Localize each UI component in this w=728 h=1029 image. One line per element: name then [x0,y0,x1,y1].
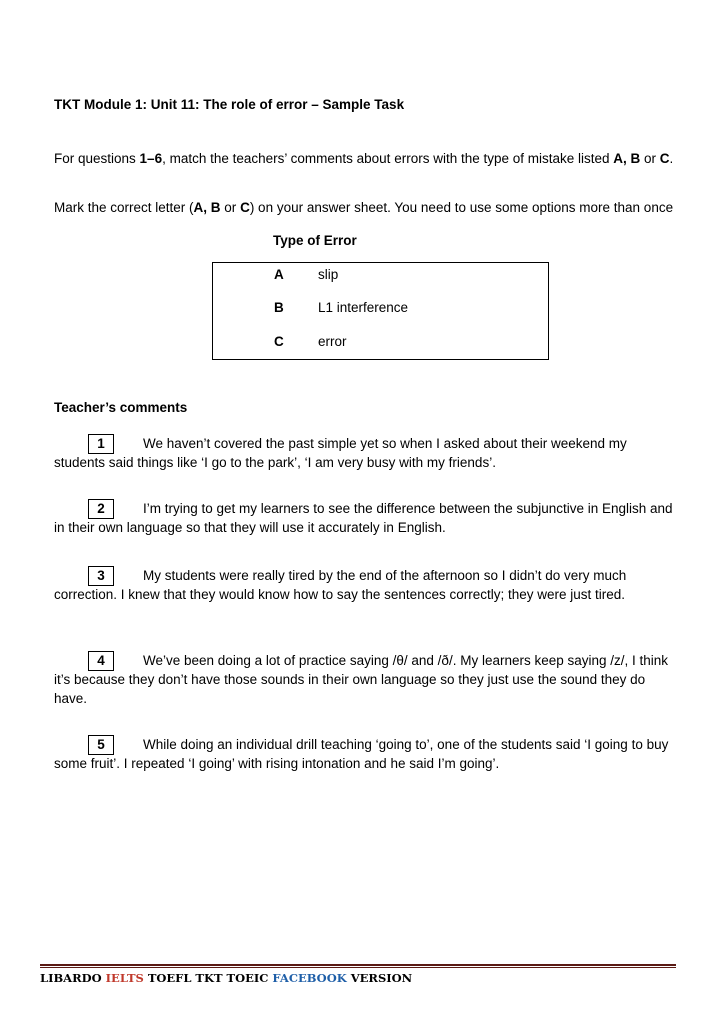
instruction-text: or [220,200,241,215]
instruction-text: , match the teachers’ comments about errors with the type of mistake listed [162,151,614,166]
instruction-paragraph-2 [54,199,674,216]
comment-text: We haven’t covered the past simple yet so when I asked about their weekend my students said things like ‘I go to the park’, ‘I am very busy with my friends’. [54,436,627,470]
option-letter-c: C [240,200,250,215]
option-letters: A, B [613,151,641,166]
option-letter: C [274,334,284,349]
option-a [274,267,338,282]
instruction-text: or [640,151,660,166]
comment-text: My students were really tired by the end of the afternoon so I didn’t do very much correction. I knew that they would know how to say the sentences correctly; they were just tired. [54,568,627,602]
question-number-box[interactable]: 1 [88,434,114,454]
question-number-box[interactable]: 3 [88,566,114,586]
instruction-paragraph-1 [54,150,674,167]
option-label: error [318,334,347,349]
comment-text: While doing an individual drill teaching ‘going to’, one of the students said ‘I going to buy some fruit’. I repeated ‘I going’ with rising intonation and he said I’m going’. [54,737,669,771]
option-letter-c: C [659,151,670,166]
comment-text: We’ve been doing a lot of practice saying /θ/ and /ð/. My learners keep saying /z/, I think it’s because they don’t have those sounds in their own language so they just use the sound they do have. [54,653,669,706]
footer-ielts: IELTS [105,971,144,985]
option-letter: A [274,267,284,282]
comment-item-5 [54,735,674,773]
question-range: 1–6 [139,151,163,166]
type-of-error-box [212,262,549,360]
footer-part: LIBARDO [40,971,106,985]
question-number-box[interactable]: 4 [88,651,114,671]
instruction-text: . [669,151,674,166]
footer-part: VERSION [346,971,413,985]
comment-text: I’m trying to get my learners to see the difference between the subjunctive in English and in their own language so that they will use it accurately in English. [54,501,673,535]
footer-divider-thin [40,967,676,968]
question-number-box[interactable]: 5 [88,735,114,755]
option-letter: B [274,300,284,315]
comment-item-2 [54,499,674,537]
option-letters: A, B [193,200,221,215]
type-of-error-heading: Type of Error [273,233,357,248]
option-b [274,300,408,315]
instruction-text: Mark the correct letter ( [54,200,194,215]
option-label: L1 interference [318,300,409,315]
page-title: TKT Module 1: Unit 11: The role of error – Sample Task [54,97,405,112]
comment-item-3 [54,566,674,604]
footer-text [40,971,412,985]
option-label: slip [318,267,339,282]
question-number-box[interactable]: 2 [88,499,114,519]
instruction-text: For questions [54,151,140,166]
comments-heading: Teacher’s comments [54,400,188,415]
option-c [274,334,347,349]
footer-part: TOEFL TKT TOEIC [143,971,273,985]
footer-facebook: FACEBOOK [272,971,347,985]
instruction-text: ) on your answer sheet. You need to use some options more than once [249,200,674,215]
comment-item-1 [54,434,674,472]
footer-divider [40,964,676,966]
comment-item-4 [54,651,674,708]
